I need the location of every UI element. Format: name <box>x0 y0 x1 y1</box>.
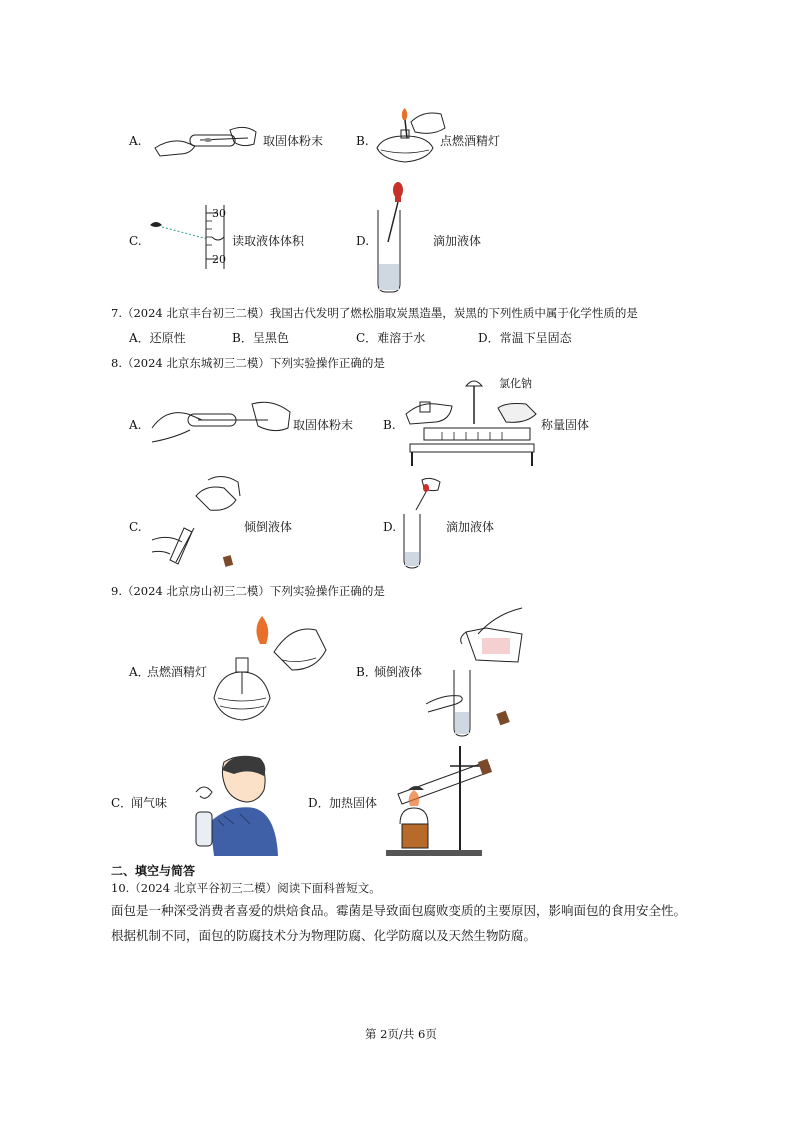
pouring-liquid-illustration <box>148 472 248 568</box>
option-label: 点燃酒精灯 <box>440 134 501 148</box>
option-c <box>356 330 425 346</box>
option-label: 读取液体体积 <box>232 234 305 248</box>
option-label: 常温下呈固态 <box>499 331 572 345</box>
option-letter: C. <box>129 234 142 248</box>
question-stem: 10.（2024 北京平谷初三二模）阅读下面科普短文。 <box>111 881 381 895</box>
body-paragraph-1: 面包是一种深受消费者喜爱的烘焙食品。霉菌是导致面包腐败变质的主要原因，影响面包的食用安全性。 <box>111 903 687 918</box>
option-label: 难溶于水 <box>377 331 426 345</box>
page-footer: 第 2页/共 6页 <box>365 1027 437 1041</box>
option-label: 滴加液体 <box>446 520 495 534</box>
option-label: 闻气味 <box>131 796 168 810</box>
option-letter: A. <box>129 418 142 432</box>
question-stem: 8.（2024 北京东城初三二模）下列实验操作正确的是 <box>111 356 385 370</box>
option-label: 倾倒液体 <box>244 520 293 534</box>
person-smelling-gas-illustration <box>190 752 280 858</box>
option-letter: D. <box>356 234 370 248</box>
option-letter: C. <box>129 520 142 534</box>
body-paragraph-2: 根据机制不同，面包的防腐技术分为物理防腐、化学防腐以及天然生物防腐。 <box>111 928 537 943</box>
cylinder-mark-bottom: 20 <box>212 253 226 266</box>
alcohol-lamp-lighting-illustration <box>375 108 447 168</box>
option-label: 取固体粉末 <box>293 418 354 432</box>
eye-icon <box>150 222 162 227</box>
pouring-bottle-into-tube-illustration <box>426 604 528 740</box>
option-letter: B. <box>383 418 396 432</box>
option-b <box>232 330 289 346</box>
option-label: 滴加液体 <box>433 234 482 248</box>
option-letter: C． <box>356 331 378 345</box>
option-letter: B． <box>356 665 377 679</box>
option-label: 称量固体 <box>541 418 590 432</box>
lighting-lamp-with-lamp-illustration <box>212 614 332 724</box>
option-letter: D. <box>383 520 397 534</box>
option-label: 还原性 <box>149 331 186 345</box>
question-stem: 7.（2024 北京丰台初三二模）我国古代发明了燃松脂取炭黑造墨，炭黑的下列性质中属于化学性质的是 <box>111 306 638 320</box>
option-letter: A. <box>129 134 142 148</box>
question-stem: 9.（2024 北京房山初三二模）下列实验操作正确的是 <box>111 584 385 598</box>
cylinder-mark-top: 30 <box>212 207 226 220</box>
powder-scoop-illustration <box>150 120 260 160</box>
dropper-above-tube-illustration <box>400 476 448 572</box>
option-letter: B． <box>232 331 253 345</box>
heating-solid-apparatus-illustration <box>380 744 506 860</box>
option-letter: B. <box>356 134 369 148</box>
section-heading: 二、填空与简答 <box>111 864 196 878</box>
option-letter: A． <box>129 331 150 345</box>
option-label: 呈黑色 <box>252 331 289 345</box>
option-letter: D． <box>308 796 330 810</box>
dropper-test-tube-illustration <box>372 180 412 295</box>
option-letter: C． <box>111 796 133 810</box>
option-label: 倾倒液体 <box>374 665 423 679</box>
option-label: 加热固体 <box>329 796 378 810</box>
balance-label: 氯化钠 <box>499 377 532 390</box>
option-letter: A． <box>129 665 150 679</box>
horizontal-tube-scoop-illustration <box>148 398 294 446</box>
option-label: 点燃酒精灯 <box>147 665 208 679</box>
option-d <box>478 330 572 346</box>
option-letter: D． <box>478 331 500 345</box>
option-label: 取固体粉末 <box>263 134 324 148</box>
option-a <box>129 330 186 346</box>
